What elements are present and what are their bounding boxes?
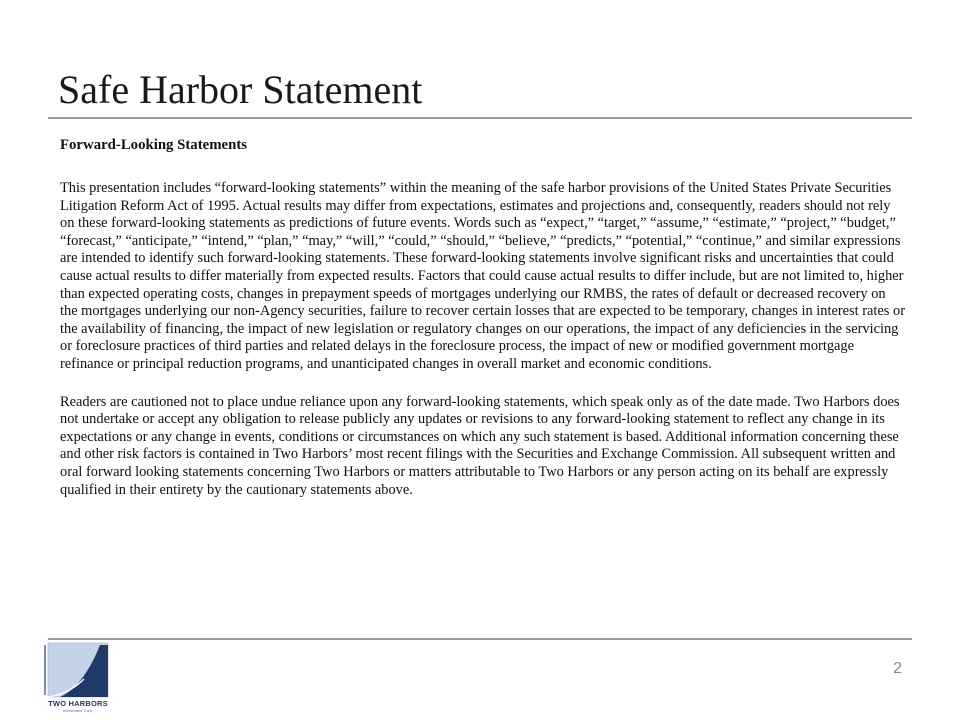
title-divider xyxy=(48,117,912,119)
logo-wordmark: TWO HARBORS xyxy=(48,699,108,708)
page-number: 2 xyxy=(893,660,902,677)
section-subheading: Forward-Looking Statements xyxy=(60,137,248,153)
forward-looking-paragraph: This presentation includes “forward-looking statements” within the meaning of the safe harbor provisions of the United States Private Securities Litigation Reform Act of 1995. Actual results may differ from expectations, estimates and projections and, consequently, readers should not rely on these forward-looking statements as predictions of future events. Words such as “expect,” “target,” “assume,” “estimate,” “project,” “budget,” “forecast,” “anticipate,” “intend,” “plan,” “may,” “will,” “could,” “should,” “believe,” “predicts,” “potential,” “continue,” and similar expressions are intended to identify such forward-looking statements. These forward-looking statements involve significant risks and uncertainties that could cause actual results to differ materially from expected results. Factors that could cause actual results to differ include, but are not limited to, higher than expected operating costs, changes in prepayment speeds of mortgages underlying our RMBS, the rates of default or decreased recovery on the mortgages underlying our non-Agency securities, failure to recover certain losses that are expected to be temporary, changes in interest rates or the availability of financing, the impact of new legislation or regulatory changes on our operations, the impact of any deficiencies in the servicing or foreclosure practices of third parties and related delays in the foreclosure process, the impact of new or modified government mortgage refinance or principal reduction programs, and unanticipated changes in overall market and economic conditions. xyxy=(60,180,905,372)
slide-body xyxy=(60,136,906,519)
reliance-caution-paragraph: Readers are cautioned not to place undue reliance upon any forward-looking statements, which speak only as of the date made. Two Harbors does not undertake or accept any obligation to release publicly any updates or revisions to any forward-looking statement to reflect any change in its expectations or any change in events, conditions or circumstances on which any such statement is based. Additional information concerning these and other risk factors is contained in Two Harbors’ most recent filings with the Securities and Exchange Commission. All subsequent written and oral forward looking statements concerning Two Harbors or matters attributable to Two Harbors or any person acting on its behalf are expressly qualified in their entirety by the cautionary statements above. xyxy=(60,393,900,498)
logo-tagline: Investment Corp. xyxy=(62,708,94,713)
footer-divider xyxy=(48,638,912,640)
slide-title: Safe Harbor Statement xyxy=(58,67,423,112)
